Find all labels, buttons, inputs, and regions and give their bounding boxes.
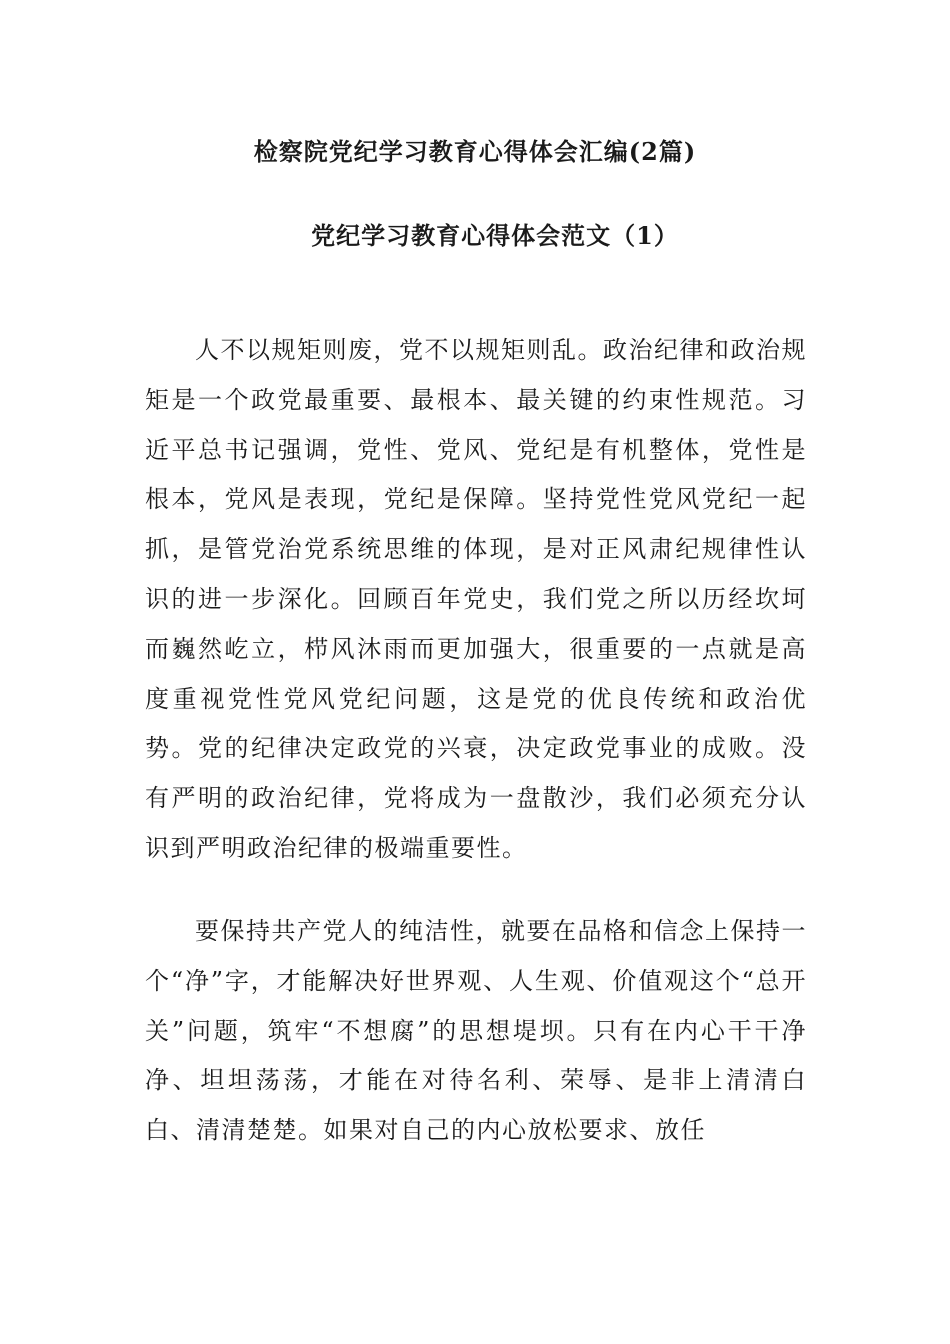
body-paragraph-1: 人不以规矩则废，党不以规矩则乱。政治纪律和政治规矩是一个政党最重要、最根本、最关键的约束性规范。习近平总书记强调，党性、党风、党纪是有机整体，党性是根本，党风是表现，党纪是保障。坚持党性党风党纪一起抓，是管党治党系统思维的体现，是对正风肃纪规律性认识的进一步深化。回顾百年党史，我们党之所以历经坎坷而巍然屹立，栉风沐雨而更加强大，很重要的一点就是高度重视党性党风党纪问题，这是党的优良传统和政治优势。党的纪律决定政党的兴衰，决定政党事业的成败。没有严明的政治纪律，党将成为一盘散沙，我们必须充分认识到严明政治纪律的极端重要性。 [145,336,807,862]
body-paragraph-2: 要保持共产党人的纯洁性，就要在品格和信念上保持一个“净”字，才能解决好世界观、人生观、价值观这个“总开关”问题，筑牢“不想腐”的思想堤坝。只有在内心干干净净、坦坦荡荡，才能在对待名利、荣辱、是非上清清白白、清清楚楚。如果对自己的内心放松要求、放任 [145,917,807,1145]
section-title: 党纪学习教育心得体会范文（1） [311,221,679,250]
document-title: 检察院党纪学习教育心得体会汇编(2篇) [253,137,697,166]
